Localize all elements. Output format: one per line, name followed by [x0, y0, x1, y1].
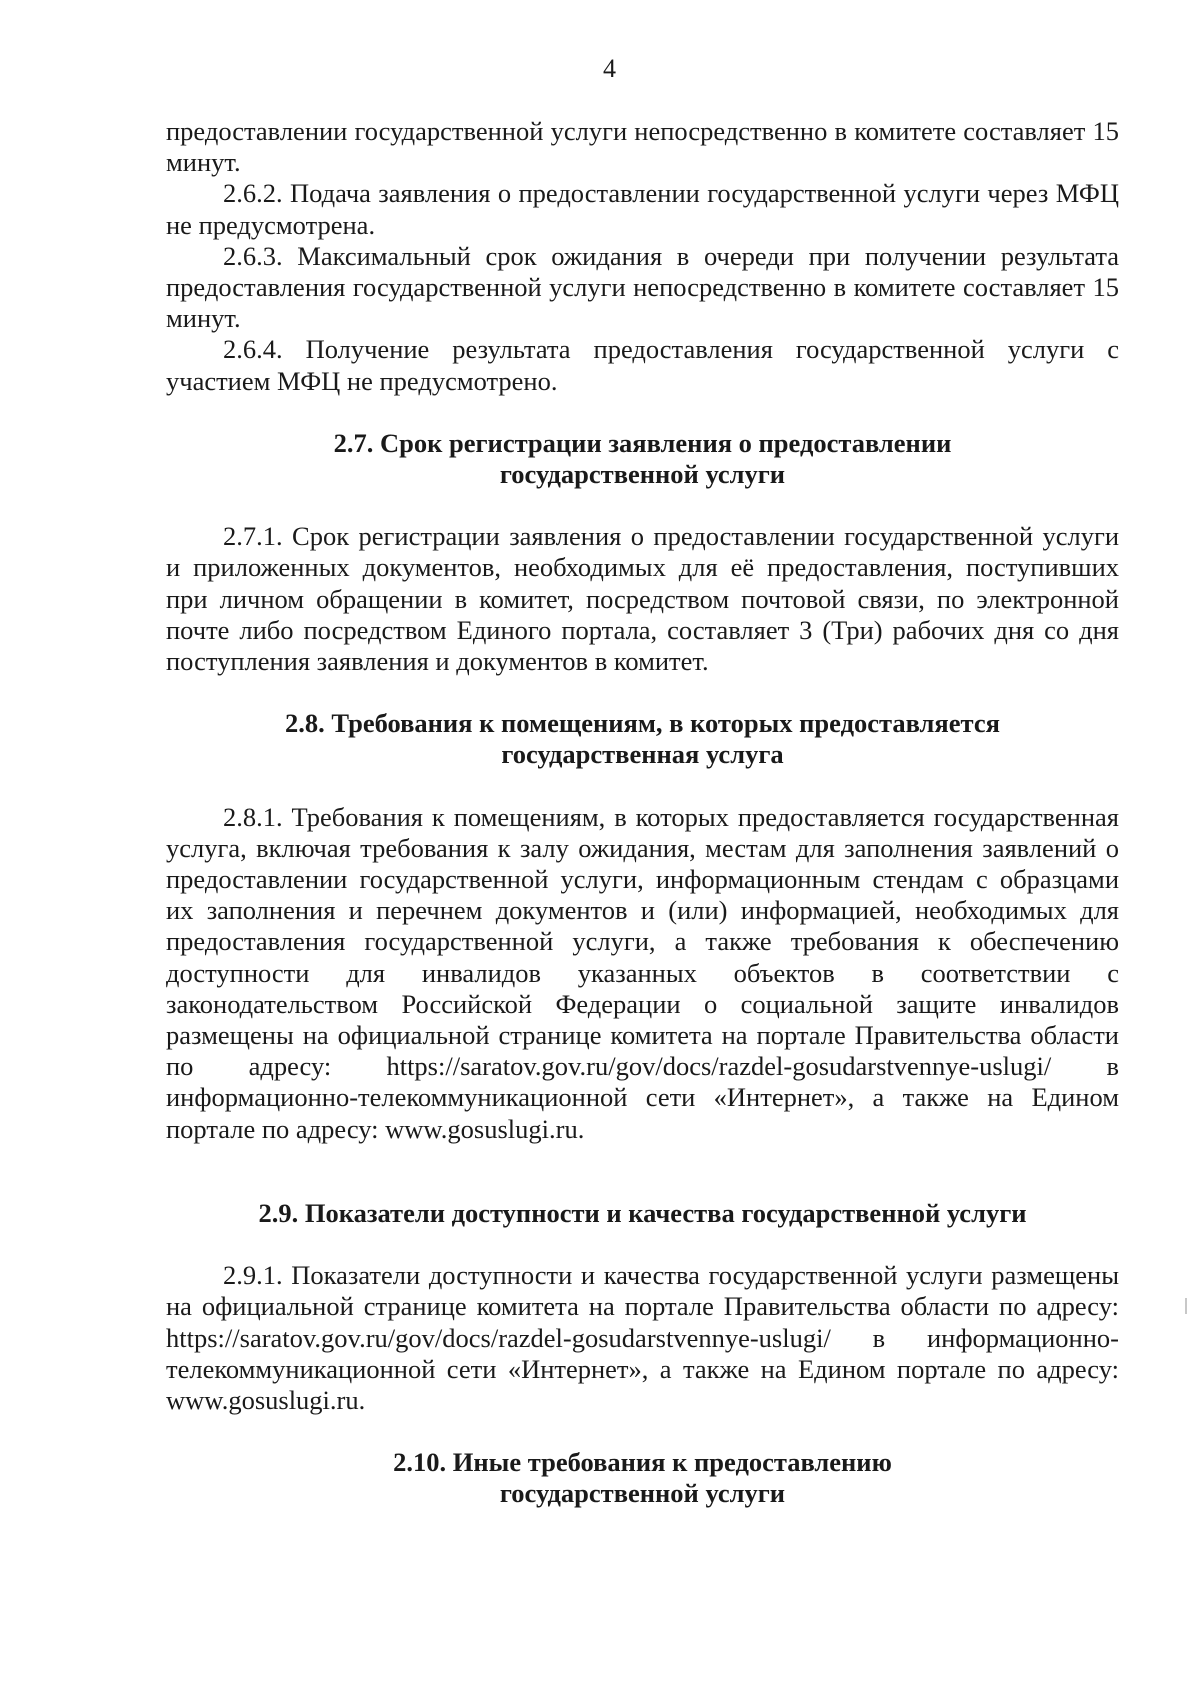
scan-artifact-mark	[1185, 1298, 1187, 1314]
section-heading-2-10-line2: государственной услуги	[499, 1478, 786, 1509]
section-heading-2-9-line1: 2.9. Показатели доступности и качества государственной услуги	[258, 1197, 1027, 1228]
section-heading-2-8	[166, 708, 1119, 770]
spacer	[166, 1229, 1119, 1260]
section-heading-2-7-line1: 2.7. Срок регистрации заявления о предоставлении	[333, 427, 952, 458]
paragraph-2-8-1: 2.8.1. Требования к помещениям, в которых предоставляется государственная услуга, включая требования к залу ожидания, местам для заполнения заявлений о предоставлении государственной услуги, информационным стендам с образцами их заполнения и перечнем документов и (или) информацией, необходимых для предоставления государственной услуги, а также требования к обеспечению доступности для инвалидов указанных объектов в соответствии с законодательством Российской Федерации о социальной защите инвалидов размещены на официальной странице комитета на портале Правительства области по адресу: https://saratov.gov.ru/gov/docs/razdel-gosudarstvennye-uslugi/ в информационно-телекоммуникационной сети «Интернет», а также на Едином портале по адресу: www.gosuslugi.ru.	[166, 801, 1119, 1144]
section-heading-2-7	[166, 428, 1119, 490]
section-heading-2-8-line1: 2.8. Требования к помещениям, в которых предоставляется	[285, 708, 1000, 739]
paragraph-2-6-1-continuation: предоставлении государственной услуги непосредственно в комитете составляет 15 минут.	[166, 116, 1119, 178]
section-heading-2-10	[166, 1447, 1119, 1509]
paragraph-2-9-1: 2.9.1. Показатели доступности и качества государственной услуги размещены на официальной странице комитета на портале Правительства области по адресу: https://saratov.gov.ru/gov/docs/razdel-gosudarstvennye-uslugi/ в информационно-телекоммуникационной сети «Интернет», а также на Едином портале по адресу: www.gosuslugi.ru.	[166, 1260, 1119, 1415]
section-heading-2-8-line2: государственная услуга	[501, 739, 784, 770]
spacer	[166, 771, 1119, 802]
section-heading-2-7-line2: государственной услуги	[499, 459, 786, 490]
page-number-text: 4	[603, 54, 616, 83]
paragraph-2-6-2: 2.6.2. Подача заявления о предоставлении государственной услуги через МФЦ не предусмотрена.	[166, 178, 1119, 240]
spacer	[166, 490, 1119, 521]
spacer	[166, 397, 1119, 428]
page-number	[166, 50, 1119, 88]
paragraph-2-6-4: 2.6.4. Получение результата предоставления государственной услуги с участием МФЦ не предусмотрено.	[166, 334, 1119, 396]
spacer	[166, 677, 1119, 708]
spacer	[166, 1145, 1119, 1198]
spacer	[166, 1416, 1119, 1447]
paragraph-2-7-1: 2.7.1. Срок регистрации заявления о предоставлении государственной услуги и приложенных документов, необходимых для её предоставления, поступивших при личном обращении в комитет, посредством почтовой связи, по электронной почте либо посредством Единого портала, составляет 3 (Три) рабочих дня со дня поступления заявления и документов в комитет.	[166, 521, 1119, 677]
section-heading-2-10-line1: 2.10. Иные требования к предоставлению	[393, 1447, 892, 1478]
document-page	[166, 50, 1119, 1510]
paragraph-2-6-3: 2.6.3. Максимальный срок ожидания в очереди при получении результата предоставления государственной услуги непосредственно в комитете составляет 15 минут.	[166, 240, 1119, 334]
section-heading-2-9	[166, 1198, 1119, 1229]
